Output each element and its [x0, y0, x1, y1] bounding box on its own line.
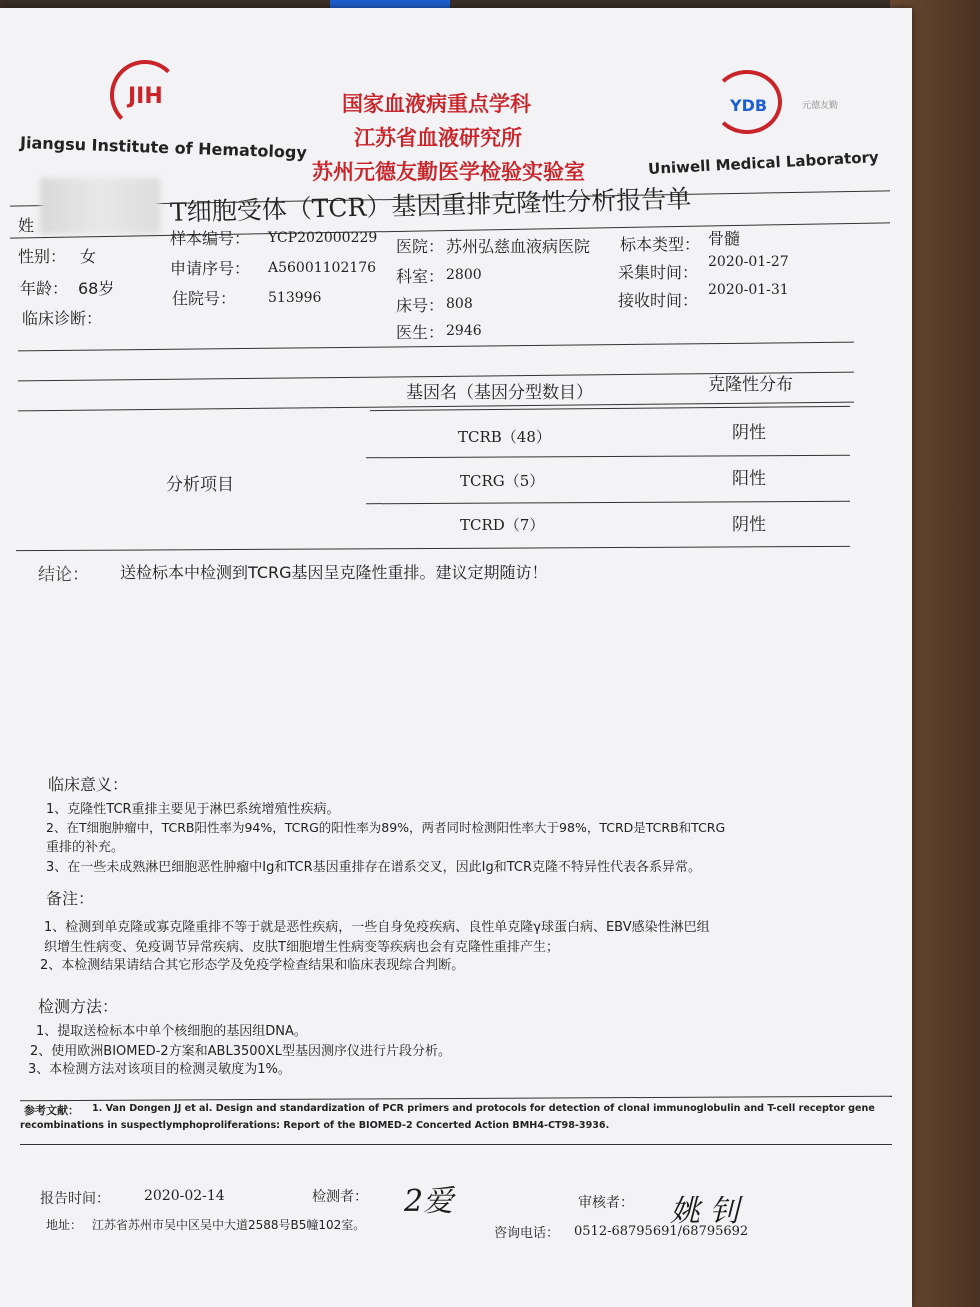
- clinical-line-4: 3、在一些未成熟淋巴细胞恶性肿瘤中Ig和TCR基因重排存在谱系交叉，因此Ig和TCR克隆不特异性代表各系异常。: [46, 860, 702, 875]
- collect-label: 采集时间：: [618, 263, 699, 282]
- sex-label: 性别：: [18, 247, 67, 266]
- table-row-rule-1: [366, 455, 850, 459]
- report-sheet: [0, 8, 912, 1307]
- jih-logo: JIH: [128, 84, 163, 109]
- receive-label: 接收时间：: [618, 291, 699, 310]
- doctor-value: 2946: [446, 323, 482, 339]
- phone-label: 咨询电话：: [494, 1226, 560, 1241]
- tester-label: 检测者：: [312, 1189, 368, 1205]
- result-tcrg: 阳性: [732, 469, 766, 489]
- tester-signature: 2爱: [404, 1184, 454, 1219]
- notes-line-1: 1、检测到单克隆或寡克隆重排不等于就是恶性疾病，一些自身免疫疾病、良性单克隆γ球蛋白病、EBV感染性淋巴组: [44, 920, 710, 935]
- table-bottom-rule: [16, 546, 850, 551]
- reference-label: 参考文献：: [24, 1104, 79, 1117]
- row-label: 分析项目: [166, 475, 234, 495]
- gene-tcrb: TCRB（48）: [458, 428, 551, 446]
- reviewer-label: 审核者：: [578, 1195, 634, 1211]
- bed-value: 808: [446, 296, 473, 312]
- gene-tcrg: TCRG（5）: [460, 472, 545, 490]
- method-line-3: 3、本检测方法对该项目的检测灵敏度为1%。: [28, 1062, 291, 1077]
- age-value: 68岁: [78, 279, 115, 298]
- redacted-name: [40, 178, 160, 234]
- report-time-label: 报告时间：: [40, 1191, 110, 1207]
- reference-bottom-rule: [20, 1144, 892, 1145]
- notes-title: 备注：: [46, 889, 95, 908]
- doctor-label: 医生：: [396, 323, 445, 342]
- lab-name: Uniwell Medical Laboratory: [647, 147, 880, 179]
- sex-value: 女: [80, 247, 97, 266]
- conclusion-text: 送检标本中检测到TCRG基因呈克隆性重排。建议定期随访！: [120, 563, 548, 582]
- address-label: 地址：: [46, 1218, 83, 1232]
- result-tcrb: 阴性: [732, 423, 766, 443]
- title-line1: 国家血液病重点学科: [342, 92, 531, 116]
- hospital-value: 苏州弘慈血液病医院: [446, 237, 591, 256]
- hospital-label: 医院：: [396, 237, 445, 256]
- receive-value: 2020-01-31: [708, 282, 789, 298]
- jih-name: Jiangsu Institute of Hematology: [19, 132, 308, 163]
- ydb-small: 元德友勤: [802, 101, 839, 111]
- apply-no-value: A56001102176: [268, 260, 377, 276]
- result-tcrd: 阴性: [732, 515, 766, 535]
- notes-line-3: 2、本检测结果请结合其它形态学及免疫学检查结果和临床表现综合判断。: [40, 958, 465, 973]
- hosp-no-label: 住院号：: [172, 289, 237, 308]
- apply-no-label: 申请序号：: [170, 259, 251, 278]
- info-rule-1: [18, 342, 854, 352]
- table-row-rule-2: [366, 501, 850, 505]
- col-result-header: 克隆性分布: [708, 375, 793, 395]
- phone-value: 0512-68795691/68795692: [574, 1224, 749, 1239]
- clinical-line-3: 重排的补充。: [46, 840, 125, 855]
- method-title: 检测方法：: [38, 997, 119, 1016]
- method-line-1: 1、提取送检标本中单个核细胞的基因组DNA。: [36, 1024, 307, 1039]
- reference-line-2: recombinations in suspectlymphoproliferations: Report of the BIOMED-2 Concerted Action BMH4-CT98-3936.: [20, 1120, 610, 1131]
- bed-label: 床号：: [396, 296, 445, 315]
- method-line-2: 2、使用欧洲BIOMED-2方案和ABL3500XL型基因测序仪进行片段分析。: [30, 1044, 451, 1059]
- type-label: 标本类型：: [620, 235, 701, 254]
- collect-value: 2020-01-27: [708, 254, 789, 270]
- clinical-line-2: 2、在T细胞肿瘤中，TCRB阳性率为94%，TCRG的阳性率为89%，两者同时检测阳性率大于98%，TCRD是TCRB和TCRG: [46, 820, 726, 835]
- reference-top-rule: [20, 1096, 892, 1102]
- age-label: 年龄：: [20, 279, 69, 298]
- hosp-no-value: 513996: [268, 290, 322, 306]
- reviewer-signature: 姚 钊: [670, 1194, 740, 1229]
- conclusion-label: 结论：: [38, 565, 89, 585]
- notes-line-2: 织增生性病变、免疫调节异常疾病、皮肤T细胞增生性病变等疾病也会有克隆性重排产生；: [44, 940, 559, 955]
- sample-no-label: 样本编号：: [170, 229, 251, 248]
- gene-tcrd: TCRD（7）: [460, 516, 545, 534]
- clinical-line-1: 1、克隆性TCR重排主要见于淋巴系统增殖性疾病。: [46, 802, 340, 817]
- type-value: 骨髓: [708, 229, 741, 248]
- address-value: 江苏省苏州市吴中区吴中大道2588号B5幢102室。: [92, 1218, 366, 1232]
- dept-value: 2800: [446, 267, 482, 283]
- clinical-title: 临床意义：: [48, 775, 129, 794]
- title-line3: 苏州元德友勤医学检验实验室: [312, 160, 585, 184]
- report-title: T细胞受体（TCR）基因重排克隆性分析报告单: [169, 184, 692, 227]
- report-time-value: 2020-02-14: [144, 1188, 225, 1204]
- sample-no-value: YCP202000229: [268, 230, 378, 246]
- name-label: 姓: [18, 216, 35, 235]
- title-line2: 江苏省血液研究所: [354, 126, 522, 150]
- ydb-logo: YDB: [730, 96, 768, 115]
- reference-line-1: 1. Van Dongen JJ et al. Design and standardization of PCR primers and protocols for detection of clonal immunoglobulin and T-cell receptor gene: [92, 1103, 875, 1114]
- col-gene-header: 基因名（基因分型数目）: [406, 383, 593, 403]
- dept-label: 科室：: [396, 267, 445, 286]
- diagnosis-label: 临床诊断：: [22, 309, 103, 328]
